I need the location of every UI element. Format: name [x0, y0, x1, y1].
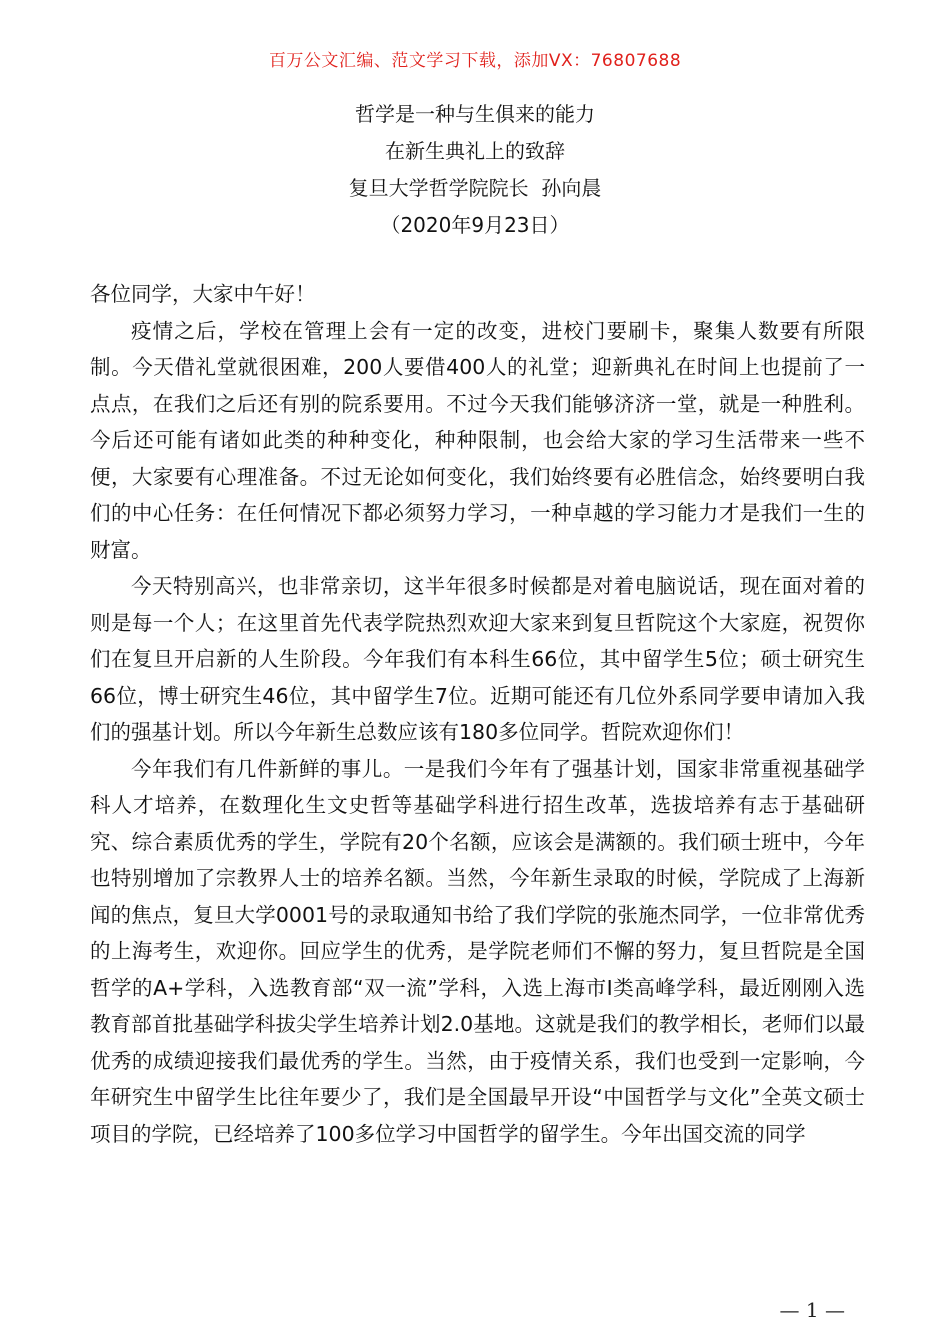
speech-author: 复旦大学哲学院院长 孙向晨: [348, 176, 602, 200]
paragraph: 疫情之后，学校在管理上会有一定的改变，进校门要刷卡，聚集人数要有所限制。今天借礼堂就很困难，200人要借400人的礼堂；迎新典礼在时间上也提前了一点点，在我们之后还有别的院系要用。不过今天我们能够济济一堂，就是一种胜利。今后还可能有诸如此类的种种变化，种种限制，也会给大家的学习生活带来一些不便，大家要有心理准备。不过无论如何变化，我们始终要有必胜信念，始终要明白我们的中心任务：在任何情况下都必须努力学习，一种卓越的学习能力才是我们一生的财富。: [90, 318, 865, 562]
paragraph: 今天特别高兴，也非常亲切，这半年很多时候都是对着电脑说话，现在面对着的则是每一个人；在这里首先代表学院热烈欢迎大家来到复旦哲院这个大家庭，祝贺你们在复旦开启新的人生阶段。今年我们有本科生66位，其中留学生5位；硕士研究生66位，博士研究生46位，其中留学生7位。近期可能还有几位外系同学要申请加入我们的强基计划。所以今年新生总数应该有180多位同学。哲院欢迎你们！: [90, 574, 865, 744]
speech-body: [90, 276, 865, 1152]
page-number: — 1 —: [779, 1298, 845, 1322]
speech-subtitle: 在新生典礼上的致辞: [385, 139, 565, 163]
title-block: [0, 96, 950, 244]
speech-date: （2020年9月23日）: [380, 213, 570, 237]
watermark-banner: 百万公文汇编、范文学习下载，添加VX：76807688: [268, 51, 682, 71]
speech-title: 哲学是一种与生俱来的能力: [355, 102, 595, 126]
paragraph: 今年我们有几件新鲜的事儿。一是我们今年有了强基计划，国家非常重视基础学科人才培养，在数理化生文史哲等基础学科进行招生改革，选拔培养有志于基础研究、综合素质优秀的学生，学院有20个名额，应该会是满额的。我们硕士班中，今年也特别增加了宗教界人士的培养名额。当然，今年新生录取的时候，学院成了上海新闻的焦点，复旦大学0001号的录取通知书给了我们学院的张施杰同学，一位非常优秀的上海考生，欢迎你。回应学生的优秀，是学院老师们不懈的努力，复旦哲院是全国哲学的A+学科，入选教育部“双一流”学科，入选上海市I类高峰学科，最近刚刚入选教育部首批基础学科拔尖学生培养计划2.0基地。这就是我们的教学相长，老师们以最优秀的成绩迎接我们最优秀的学生。当然，由于疫情关系，我们也受到一定影响，今年研究生中留学生比往年要少了，我们是全国最早开设“中国哲学与文化”全英文硕士项目的学院，已经培养了100多位学习中国哲学的留学生。今年出国交流的同学: [90, 756, 865, 1146]
greeting: 各位同学，大家中午好！: [90, 282, 316, 306]
